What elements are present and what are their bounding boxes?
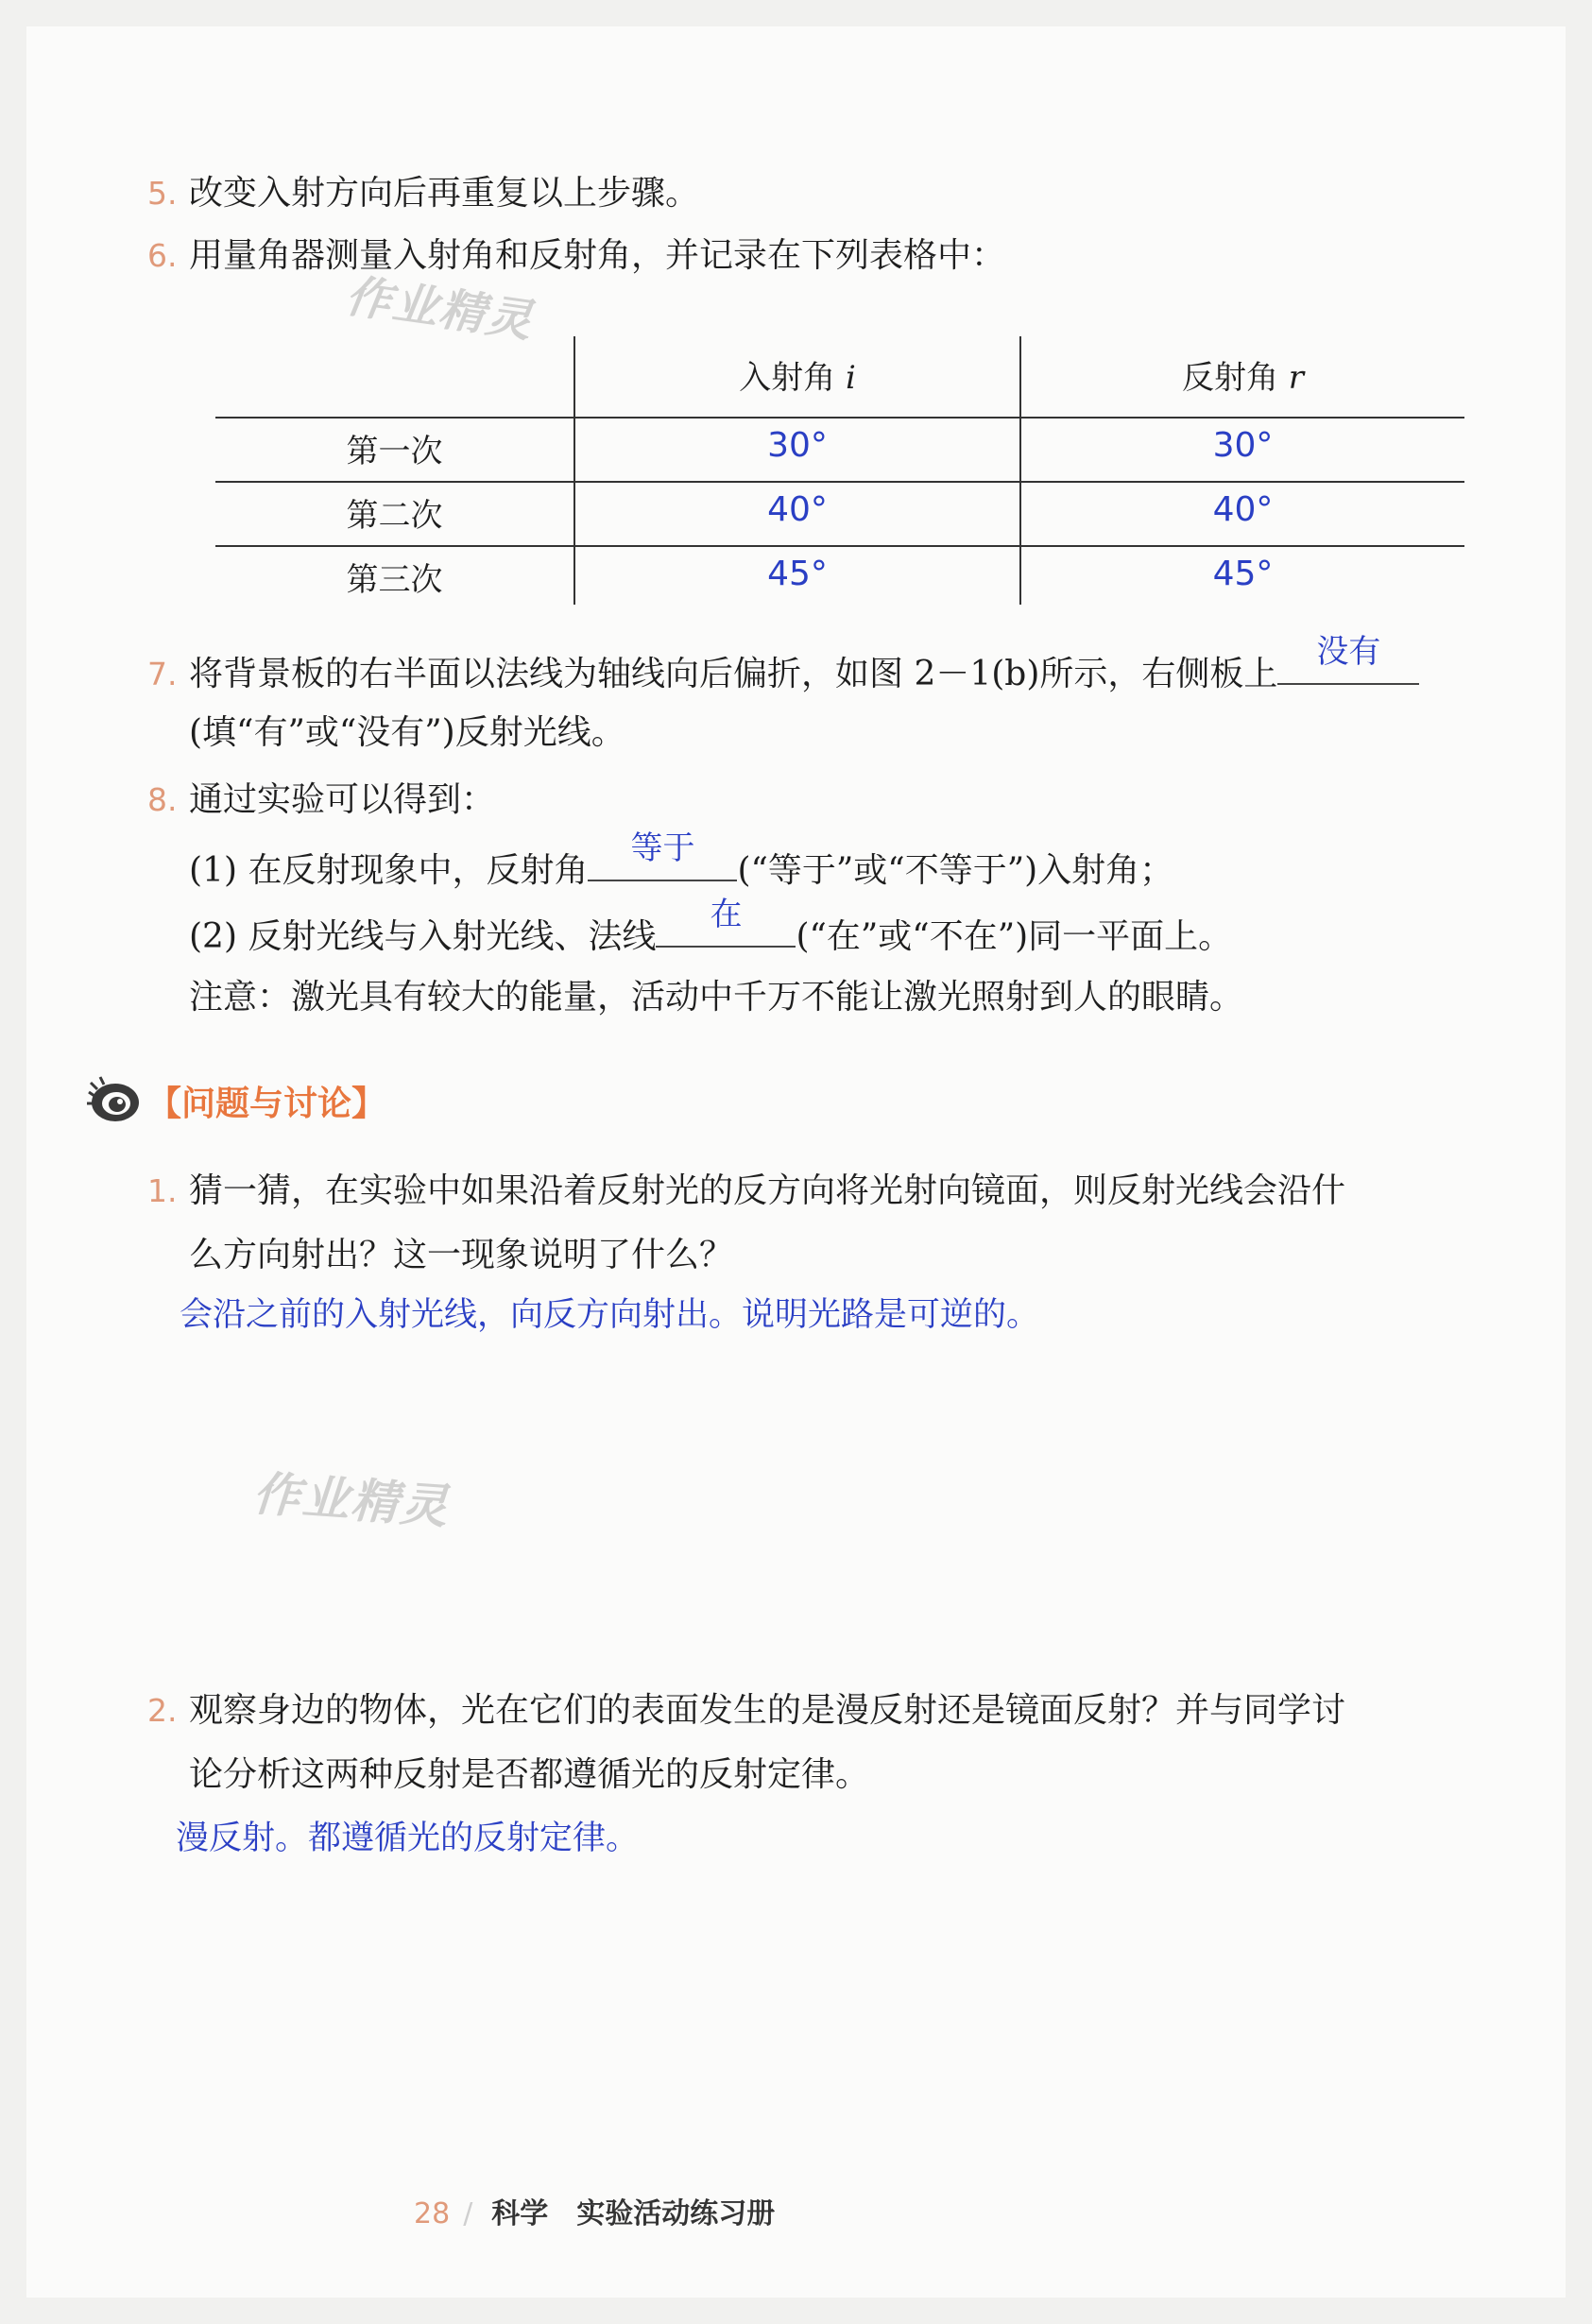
step-7-line2: (填“有”或“没有”)反射光线。 xyxy=(189,713,625,752)
step-8-sub2: (2) 反射光线与入射光线、法线 在 (“在”或“不在”)同一平面上。 xyxy=(189,908,1232,961)
step-8-sub1: (1) 在反射现象中，反射角 等于 (“等于”或“不等于”)入射角； xyxy=(189,842,1173,895)
reflect-angle: 40° xyxy=(1212,490,1274,529)
header-incident: 入射角 i xyxy=(739,359,856,397)
workbook-page xyxy=(26,26,1566,2298)
question-2-line2: 论分析这两种反射是否都遵循光的反射定律。 xyxy=(189,1755,870,1794)
answer-text: 没有 xyxy=(1316,633,1381,671)
reflect-angle: 30° xyxy=(1212,426,1274,465)
incident-angle: 30° xyxy=(767,426,828,465)
question-text: 观察身边的物体，光在它们的表面发生的是漫反射还是镜面反射？并与同学讨 xyxy=(189,1691,1346,1730)
incident-angle: 40° xyxy=(767,490,828,529)
watermark: 作业精灵 xyxy=(250,1465,452,1535)
answer-blank xyxy=(588,829,737,881)
reflect-angle: 45° xyxy=(1212,555,1274,593)
book-title: 实验活动练习册 xyxy=(576,2197,776,2230)
section-heading xyxy=(81,1073,385,1128)
section-title: 【问题与讨论】 xyxy=(147,1084,386,1123)
step-8 xyxy=(147,777,495,824)
step-7 xyxy=(147,633,1419,698)
watermark: 作业精灵 xyxy=(342,269,538,349)
answer-text: 等于 xyxy=(630,829,695,867)
question-text: 猜一猜，在实验中如果沿着反射光的反方向将光射向镜面，则反射光线会沿什 xyxy=(189,1171,1346,1210)
step-number: 8. xyxy=(147,781,178,818)
step-5 xyxy=(147,170,699,217)
safety-note: 注意：激光具有较大的能量，活动中千万不能让激光照射到人的眼睛。 xyxy=(189,978,1244,1017)
step-text: 将背景板的右半面以法线为轴线向后偏折，如图 2－1(b)所示，右侧板上 xyxy=(189,655,1278,693)
step-text: 用量角器测量入射角和反射角，并记录在下列表格中： xyxy=(189,236,1006,275)
step-6 xyxy=(147,232,1005,280)
step-number: 6. xyxy=(147,237,178,274)
incident-angle: 45° xyxy=(767,555,828,593)
row-label: 第二次 xyxy=(346,497,443,535)
step-number: 5. xyxy=(147,175,178,212)
question-2-answer: 漫反射。都遵循光的反射定律。 xyxy=(176,1820,640,1857)
question-1-answer: 会沿之前的入射光线，向反方向射出。说明光路是可逆的。 xyxy=(180,1296,1040,1334)
row-label: 第三次 xyxy=(346,561,443,599)
question-number: 1. xyxy=(147,1172,178,1209)
subject: 科学 xyxy=(491,2197,549,2230)
answer-text: 在 xyxy=(710,896,743,933)
page-footer: 28 / 科学 实验活动练习册 xyxy=(414,2197,776,2230)
header-reflect: 反射角 r xyxy=(1181,359,1305,397)
row-label: 第一次 xyxy=(346,433,443,470)
eye-icon xyxy=(81,1073,142,1128)
step-number: 7. xyxy=(147,656,178,692)
page-number: 28 xyxy=(414,2197,451,2230)
question-1 xyxy=(147,1168,1345,1215)
step-text: 通过实验可以得到： xyxy=(189,780,496,819)
question-1-line2: 么方向射出？这一现象说明了什么？ xyxy=(189,1236,734,1274)
question-2 xyxy=(147,1687,1345,1734)
step-text: 改变入射方向后再重复以上步骤。 xyxy=(189,174,700,213)
angle-table xyxy=(215,336,1464,605)
question-number: 2. xyxy=(147,1692,178,1729)
answer-blank xyxy=(1277,633,1419,685)
answer-blank xyxy=(656,896,796,948)
